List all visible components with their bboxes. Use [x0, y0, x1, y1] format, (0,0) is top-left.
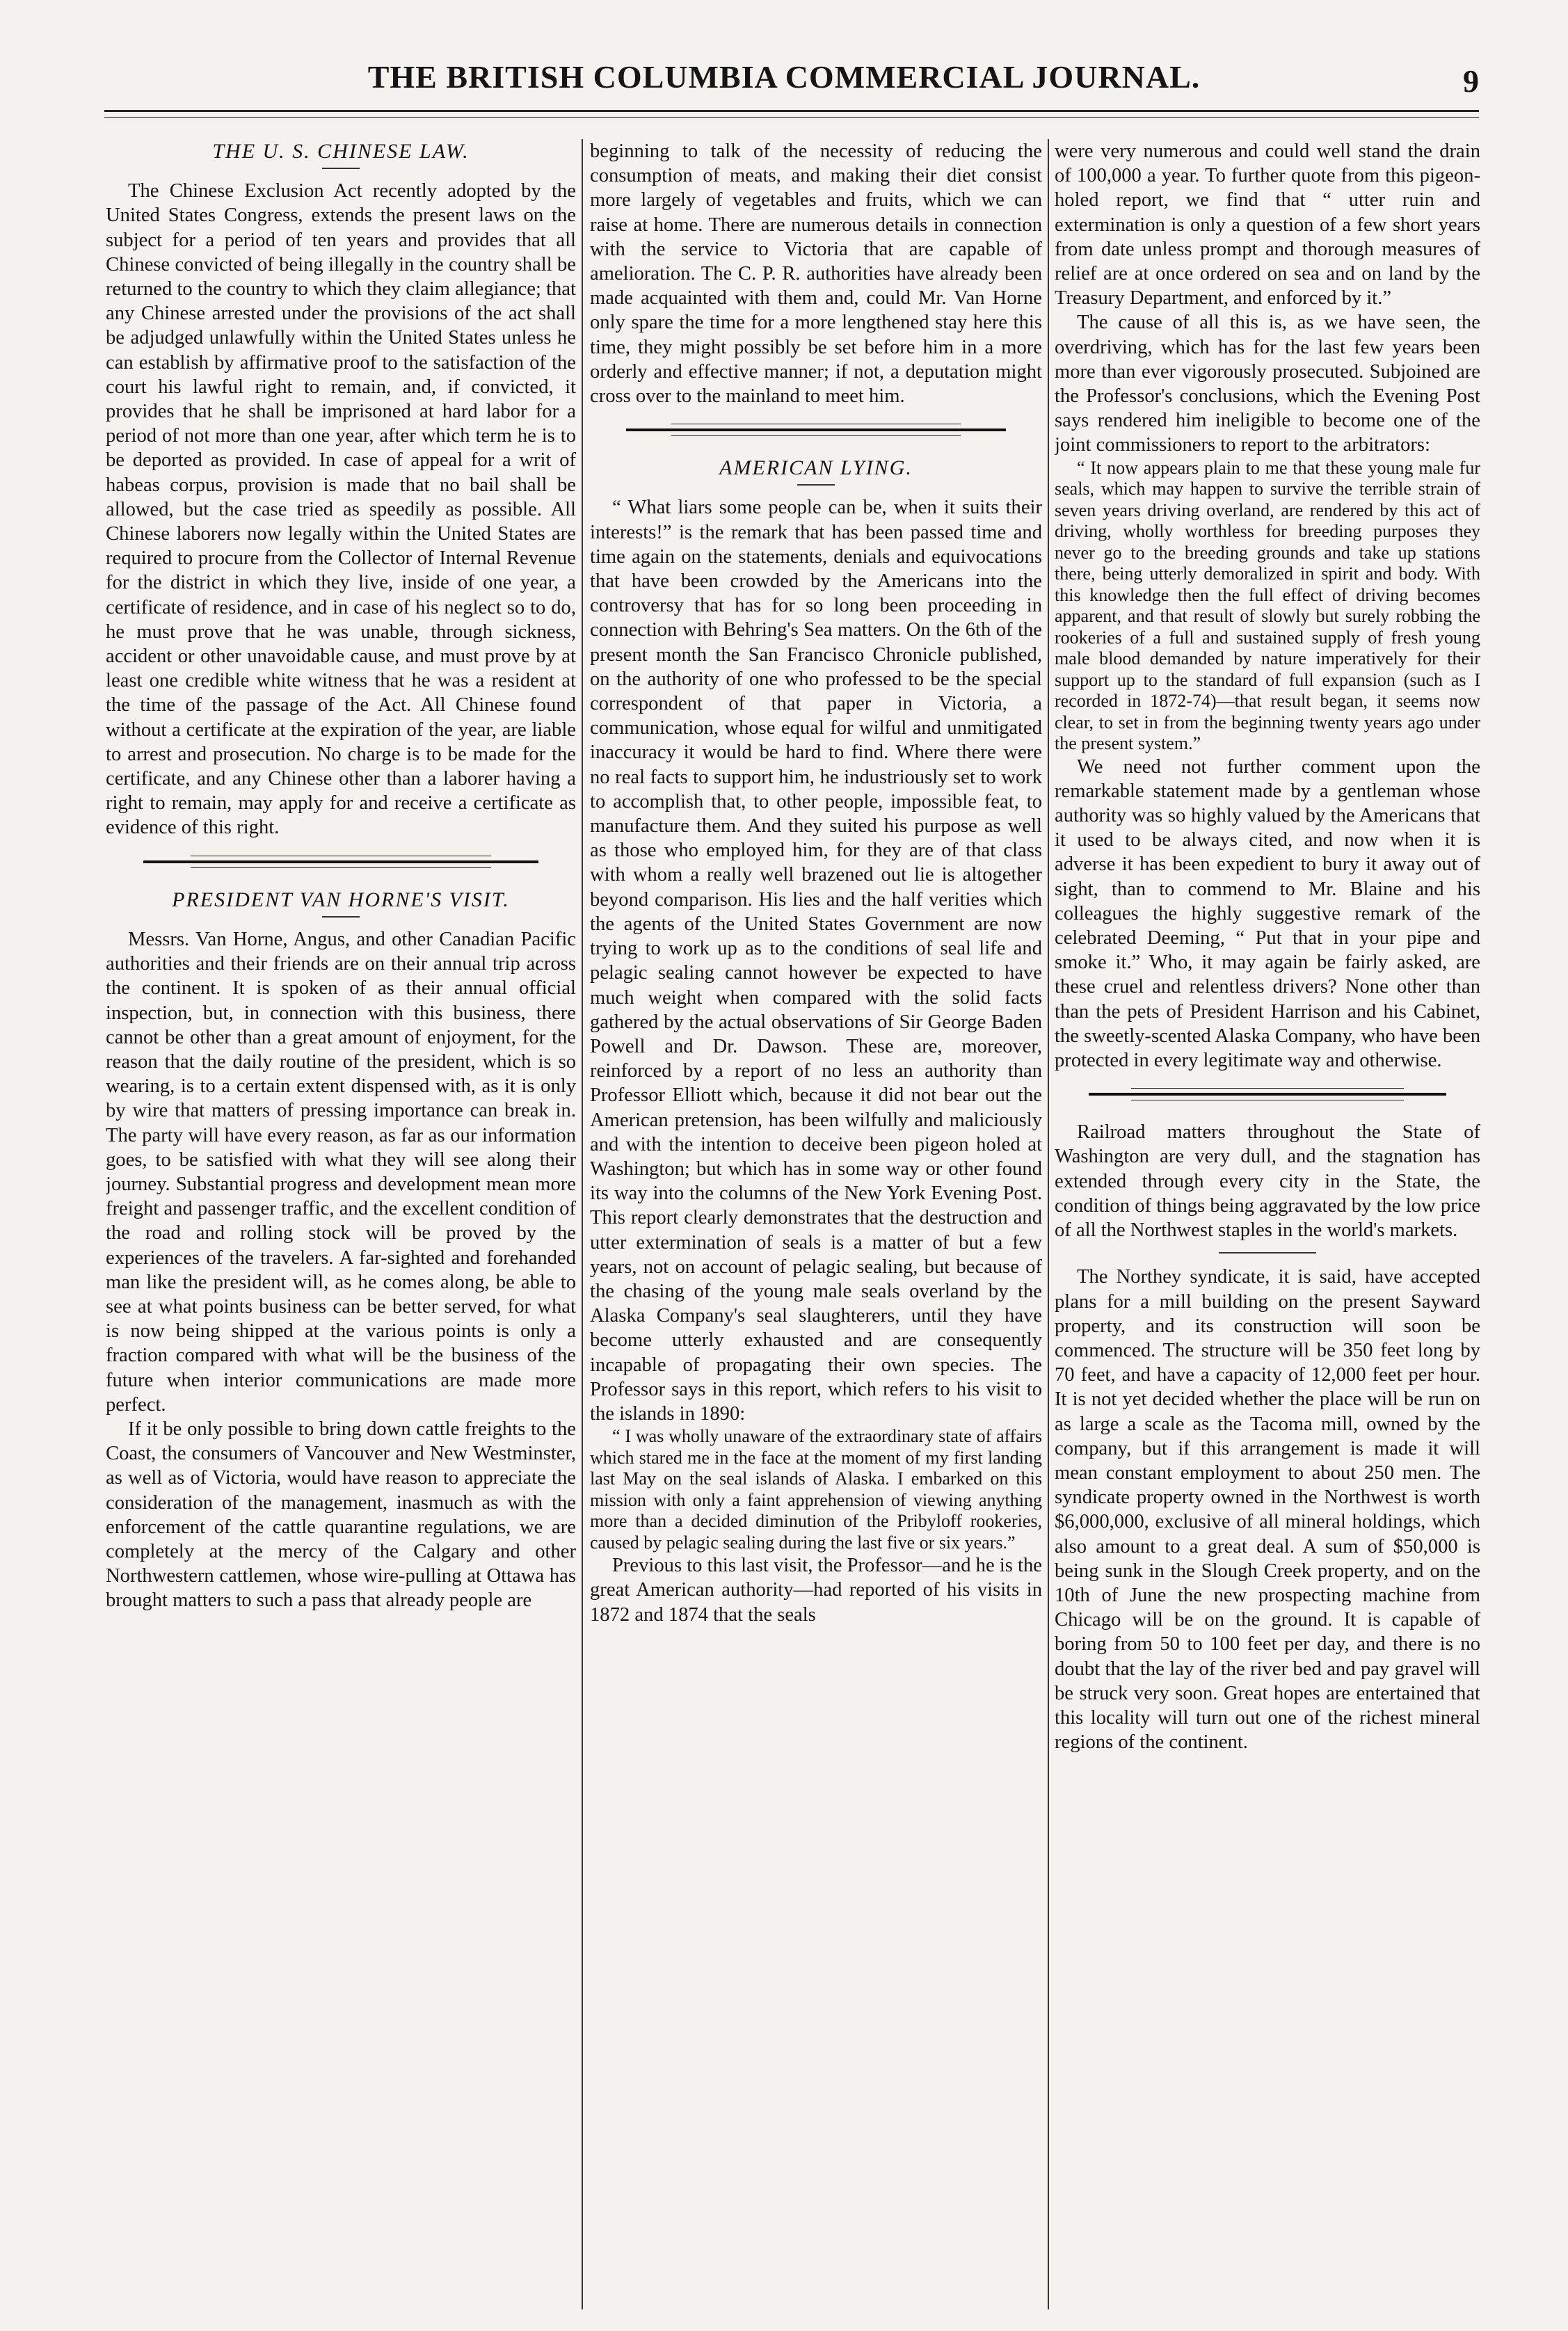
header-rule-thin	[104, 117, 1479, 118]
article-paragraph: The cause of all this is, as we have seen, the overdriving, which has for the last few years been more than ever vigorously prosecuted. Subjoined are the Professor's conclusions, which the Evening Post says rendered him ineligible to become one of the joint commissioners to report to the arbitrators:	[1055, 312, 1480, 456]
column-divider	[1048, 139, 1049, 2309]
column-3	[1055, 139, 1480, 2309]
quoted-passage: “ It now appears plain to me that these young male fur seals, which may happen to survive the terrible strain of seven years driving overland, are rendered by this act of driving, wholly worthless for breeding purposes they never go to the breeding grounds and take up stations there, being utterly demoralized in spirit and body. With this knowledge then the full effect of driving becomes apparent, and that result of slowly but surely robbing the rookeries of a full and sustained supply of fresh young male blood demanded by nature imperatively for their support up to the standard of full expansion (such as I recorded in 1872-74)—that result began, it seems now clear, to set in from the beginning twenty years ago under the present system.”	[1055, 457, 1480, 754]
page-number: 9	[1463, 63, 1479, 99]
heading-dash	[797, 484, 835, 486]
column-1	[106, 139, 576, 2309]
article-paragraph: The Chinese Exclusion Act recently adopted by the United States Congress, extends the present laws on the subject for a period of ten years and provides that all Chinese convicted of being illegally in the country shall be returned to the country to which they claim allegiance; that any Chinese arrested under the provisions of the act shall be adjudged unlawfully within the United States unless he can establish by affirmative proof to the satisfaction of the court his lawful right to remain, and, if convicted, it provides that he shall be imprisoned at hard labor for a period of not more than one year, after which term he is to be deported as provided. In case of appeal for a writ of habeas corpus, provision is made that no bail shall be allowed, but the case tried as speedily as possible. All Chinese laborers now legally within the United States are required to procure from the Collector of Internal Revenue for the district in which they live, inside of one year, a certificate of residence, and in case of his neglect so to do, he must prove that he was unable, through sickness, accident or other unavoidable cause, and must prove by at least one credible white witness that he was a resident at the time of the passage of the Act. All Chinese found without a certificate at the expiration of the year, are liable to arrest and prosecution. No charge is to be made for the certificate, and any Chinese other than a laborer having a right to remain, may apply for and receive a certificate as evidence of this right.	[106, 180, 576, 839]
section-ornament	[590, 419, 1042, 443]
column-2	[590, 139, 1042, 2309]
page-header	[0, 58, 1568, 107]
section-ornament	[1055, 1084, 1480, 1107]
column-divider	[582, 139, 583, 2309]
short-rule	[1219, 1252, 1316, 1253]
article-paragraph: The Northey syndicate, it is said, have accepted plans for a mill building on the present Sayward property, and its construction will soon be commenced. The structure will be 350 feet long by 70 feet, and have a capacity of 12,000 feet per hour. It is not yet decided whether the place will be run on as large a scale as the Tacoma mill, owned by the company, but if this arrangement is made it will mean constant employment to about 250 men. The syndicate property owned in the Northwest is worth $6,000,000, exclusive of all mineral holdings, which also amount to a great deal. A sum of $50,000 is being sunk in the Slough Creek property, and on the 10th of June the new prospecting machine from Chicago will be on the ground. It is capable of boring from 50 to 100 feet per day, and there is no doubt that the lay of the river bed and pay gravel will be struck very soon. Great hopes are entertained that this locality will turn out one of the richest mineral regions of the continent.	[1055, 1266, 1480, 1754]
journal-title: THE BRITISH COLUMBIA COMMERCIAL JOURNAL.	[367, 59, 1201, 95]
section-ornament	[106, 851, 576, 875]
article-paragraph: We need not further comment upon the remarkable statement made by a gentleman whose authority was so highly valued by the Americans that it used to be always cited, and now when it is adverse it has been expedient to bury it away out of sight, than to commend to Mr. Blaine and his colleagues the highly suggestive remark of the celebrated Deeming, “ Put that in your pipe and smoke it.” Who, it may again be fairly asked, are these cruel and relentless drivers? None other than than the pets of President Harrison and his Cabinet, the sweetly-scented Alaska Company, who have been protected in every legitimate way and otherwise.	[1055, 755, 1480, 1072]
article-paragraph: were very numerous and could well stand the drain of 100,000 a year. To further quote from this pigeon-holed report, we find that “ utter ruin and extermination is only a question of a few short years from date unless prompt and thorough measures of relief are at once ordered on sea and on land by the Treasury Department, and enforced by it.”	[1055, 141, 1480, 310]
article-heading: AMERICAN LYING.	[719, 456, 913, 480]
header-rule	[104, 110, 1479, 112]
article-paragraph: Previous to this last visit, the Professor—and he is the great American authority—had reported of his visits in 1872 and 1874 that the seals	[590, 1555, 1042, 1626]
article-paragraph: If it be only possible to bring down cattle freights to the Coast, the consumers of Vancouver and New Westminster, as well as of Victoria, would have reason to appreciate the consideration of the management, inasmuch as with the enforcement of the cattle quarantine regulations, we are completely at the mercy of the Calgary and other Northwestern cattlemen, whose wire-pulling at Ottawa has brought matters to such a pass that already people are	[106, 1418, 576, 1612]
article-paragraph: Messrs. Van Horne, Angus, and other Canadian Pacific authorities and their friends are on their annual trip across the continent. It is spoken of as their annual official inspection, but, in connection with this business, there cannot be other than a great amount of enjoyment, for the reason that the daily routine of the president, which is so wearing, is to a certain extent dispensed with, as it is only by wire that matters of pressing importance can break in. The party will have every reason, as far as our information goes, to be satisfied with what they will see along their journey. Substantial progress and development mean more freight and passenger traffic, and the excellent condition of the road and rolling stock will be proved by the experiences of the travelers. A far-sighted and forehanded man like the president will, as he comes along, be able to see at what points business can be better served, for what is now being shipped at the various points is only a fraction compared with what will be the business of the future when interior communications are made more perfect.	[106, 928, 576, 1416]
heading-dash	[322, 168, 360, 169]
article-paragraph: “ What liars some people can be, when it suits their interests!” is the remark that has been passed time and time again on the statements, denials and equivocations that have been crowded by the Americans into the controversy that has for so long been proceeding in connection with Behring's Sea matters. On the 6th of the present month the San Francisco Chronicle published, on the authority of one who professed to be the special correspondent of that paper in Victoria, a communication, whose equal for wilful and unmitigated inaccuracy it would be hard to find. Where there were no real facts to support him, he industriously set to work to accomplish that, to other people, impossible feat, to manufacture them. And they suited his purpose as well as those who employed him, for they are of that class with whom a really well brazened out lie is altogether beyond comparison. His lies and the half verities which the agents of the United States Government are now trying to work up as to the conditions of seal life and pelagic sealing cannot however be expected to have much weight when compared with the solid facts gathered by the actual observations of Sir George Baden Powell and Dr. Dawson. These are, moreover, reinforced by a report of no less an authority than Professor Elliott which, because it did not bear out the American pretension, has been wilfully and maliciously and with the intention to deceive been pigeon holed at Washington; but which has in some way or other found its way into the columns of the New York Evening Post. This report clearly demonstrates that the destruction and utter extermination of seals is a matter of but a few years, not on account of pelagic sealing, but because of the chasing of the young male seals overland by the Alaska Company's seal slaughterers, until they have become utterly exhausted and are consequently incapable of propagating their own species. The Professor says in this report, which refers to his visit to the islands in 1890:	[590, 497, 1042, 1425]
article-heading: PRESIDENT VAN HORNE'S VISIT.	[172, 888, 510, 911]
quoted-passage: “ I was wholly unaware of the extraordinary state of affairs which stared me in the face at the moment of my first landing last May on the seal islands of Alaska. I embarked on this mission with only a faint apprehension of viewing anything more than a decided diminution of the Pribyloff rookeries, caused by pelagic sealing during the last five or six years.”	[590, 1426, 1042, 1553]
article-paragraph: Railroad matters throughout the State of Washington are very dull, and the stagnation has extended through every city in the State, the condition of things being aggravated by the low price of all the Northwest staples in the world's markets.	[1055, 1121, 1480, 1242]
heading-dash	[322, 916, 360, 918]
article-heading: THE U. S. CHINESE LAW.	[212, 140, 470, 163]
article-paragraph: beginning to talk of the necessity of reducing the consumption of meats, and making their diet consist more largely of vegetables and fruits, which we can raise at home. There are numerous details in connection with the service to Victoria that are capable of amelioration. The C. P. R. authorities have already been made acquainted with them and, could Mr. Van Horne only spare the time for a more lengthened stay here this time, they might possibly be set before him in a more orderly and effective manner; if not, a deputation might cross over to the mainland to meet him.	[590, 141, 1042, 408]
